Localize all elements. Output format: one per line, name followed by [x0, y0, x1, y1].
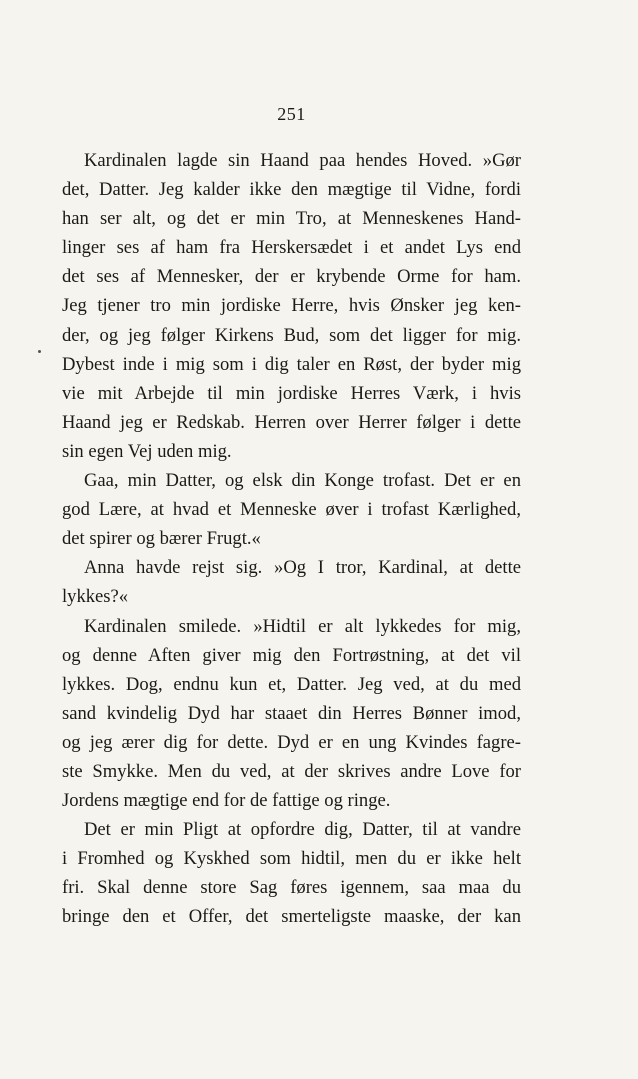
text-line: Anna havde rejst sig. »Og I tror, Kardinal, at dette	[84, 557, 521, 579]
text-line: god Lære, at hvad et Menneske øver i trofast Kærlighed,	[62, 499, 521, 521]
text-line: sand kvindelig Dyd har staaet din Herres Bønner imod,	[62, 702, 521, 724]
margin-speck	[38, 350, 41, 353]
text-line: Gaa, min Datter, og elsk din Konge trofast. Det er en	[84, 470, 521, 492]
text-line: det spirer og bærer Frugt.«	[62, 528, 261, 550]
text-line: det, Datter. Jeg kalder ikke den mægtige til Vidne, fordi	[62, 179, 521, 201]
text-line: Det er min Pligt at opfordre dig, Datter, til at vandre	[84, 819, 521, 841]
text-line: ste Smykke. Men du ved, at der skrives andre Love for	[62, 760, 521, 782]
text-line: i Fromhed og Kyskhed som hidtil, men du er ikke helt	[62, 848, 521, 870]
body-text	[62, 146, 521, 932]
text-line: han ser alt, og det er min Tro, at Menneskenes Hand-	[62, 208, 521, 230]
text-line: det ses af Mennesker, der er krybende Orme for ham.	[62, 266, 521, 288]
text-line: vie mit Arbejde til min jordiske Herres Værk, i hvis	[62, 382, 521, 404]
text-line: Jordens mægtige end for de fattige og ringe.	[62, 790, 391, 812]
text-line: og denne Aften giver mig den Fortrøstning, at det vil	[62, 644, 521, 666]
text-line: der, og jeg følger Kirkens Bud, som det ligger for mig.	[62, 324, 521, 346]
text-line: Kardinalen lagde sin Haand paa hendes Hoved. »Gør	[84, 150, 521, 171]
text-line: bringe den et Offer, det smerteligste maaske, der kan	[62, 906, 521, 928]
text-line: Dybest inde i mig som i dig taler en Røst, der byder mig	[62, 353, 521, 375]
text-line: Kardinalen smilede. »Hidtil er alt lykkedes for mig,	[84, 615, 521, 637]
text-line: fri. Skal denne store Sag føres igennem, saa maa du	[62, 877, 521, 899]
text-line: linger ses af ham fra Herskersædet i et andet Lys end	[62, 237, 521, 259]
text-line: og jeg ærer dig for dette. Dyd er en ung Kvindes fagre-	[62, 731, 521, 753]
text-line: lykkes?«	[62, 586, 129, 608]
text-line: Jeg tjener tro min jordiske Herre, hvis Ønsker jeg ken-	[62, 295, 521, 317]
text-line: sin egen Vej uden mig.	[62, 440, 232, 462]
text-line: lykkes. Dog, endnu kun et, Datter. Jeg ved, at du med	[62, 673, 521, 695]
page-number: 251	[277, 104, 306, 124]
text-line: Haand jeg er Redskab. Herren over Herrer følger i dette	[62, 411, 521, 433]
